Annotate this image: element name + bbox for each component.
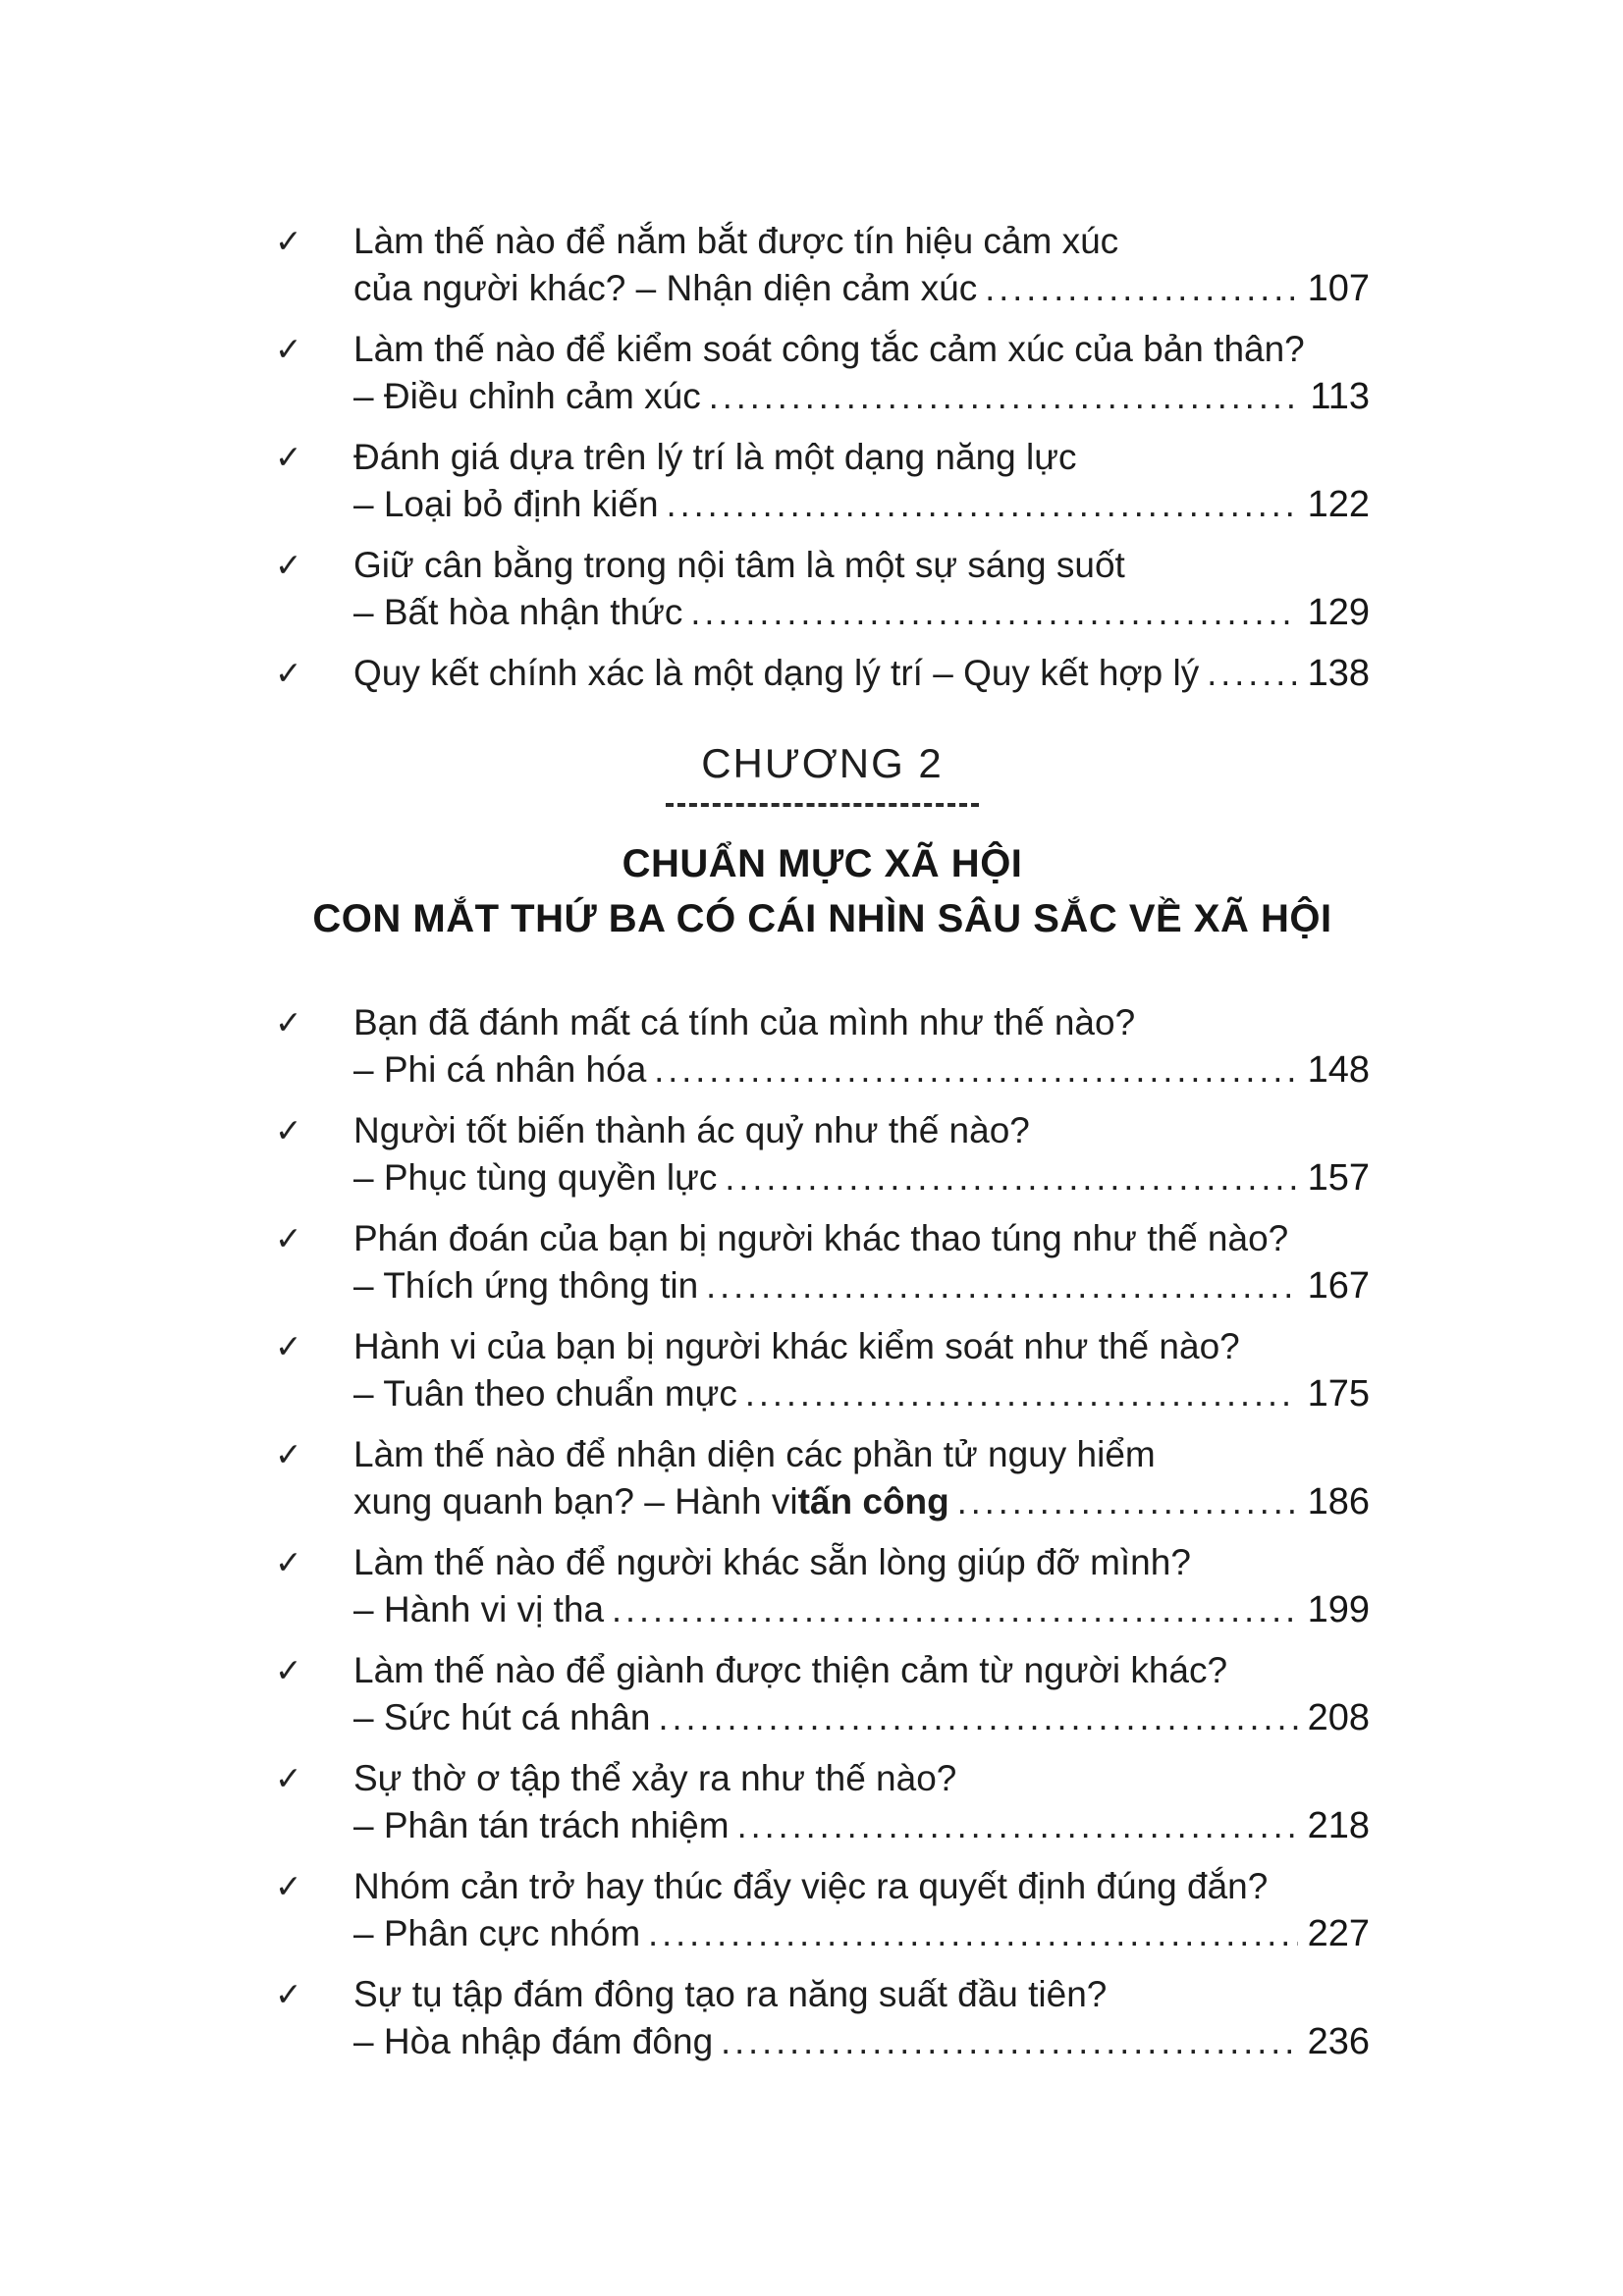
toc-entry[interactable] bbox=[275, 1971, 1370, 2065]
page-number: 148 bbox=[1307, 1049, 1370, 1091]
chapter-label: CHƯƠNG 2 bbox=[666, 740, 979, 807]
check-icon: ✓ bbox=[275, 1436, 302, 1472]
page-number: 236 bbox=[1307, 2021, 1370, 2062]
dot-leader bbox=[648, 1910, 1297, 1957]
chapter-title bbox=[275, 836, 1370, 946]
page-number: 167 bbox=[1307, 1265, 1370, 1307]
check-icon: ✓ bbox=[275, 655, 302, 691]
toc-entry[interactable] bbox=[275, 542, 1370, 636]
entry-subtitle-bold: tấn công bbox=[797, 1481, 949, 1522]
page-number: 129 bbox=[1307, 592, 1370, 633]
dot-leader bbox=[612, 1586, 1298, 1633]
dot-leader bbox=[721, 2018, 1297, 2065]
entry-title: Quy kết chính xác là một dạng lý trí – Quy kết hợp lý bbox=[353, 653, 1200, 693]
entry-title: Làm thế nào để giành được thiện cảm từ người khác? bbox=[353, 1650, 1228, 1690]
entry-title: Người tốt biến thành ác quỷ như thế nào? bbox=[353, 1110, 1030, 1150]
check-icon: ✓ bbox=[275, 1328, 302, 1364]
entry-subtitle: – Điều chỉnh cảm xúc bbox=[353, 376, 701, 416]
page-number: 122 bbox=[1307, 484, 1370, 525]
dot-leader bbox=[985, 265, 1297, 312]
check-icon: ✓ bbox=[275, 1652, 302, 1688]
toc-entry[interactable] bbox=[275, 1539, 1370, 1633]
entry-title: Giữ cân bằng trong nội tâm là một sự sáng suốt bbox=[353, 545, 1125, 585]
entry-title: Nhóm cản trở hay thúc đẩy việc ra quyết định đúng đắn? bbox=[353, 1866, 1269, 1906]
toc-entry[interactable] bbox=[275, 218, 1370, 312]
entry-subtitle: xung quanh bạn? – Hành vi bbox=[353, 1481, 798, 1522]
entry-title: Sự thờ ơ tập thể xảy ra như thế nào? bbox=[353, 1758, 957, 1798]
toc-entry[interactable] bbox=[275, 326, 1370, 420]
dot-leader bbox=[658, 1694, 1297, 1741]
page-number: 186 bbox=[1307, 1481, 1370, 1522]
page-number: 199 bbox=[1307, 1589, 1370, 1630]
check-icon: ✓ bbox=[275, 1220, 302, 1256]
entry-subtitle: – Phân cực nhóm bbox=[353, 1913, 641, 1953]
toc-entry[interactable] bbox=[275, 434, 1370, 528]
entry-subtitle: – Bất hòa nhận thức bbox=[353, 592, 683, 632]
entry-subtitle: – Hành vi vị tha bbox=[353, 1589, 605, 1629]
entry-subtitle: – Phân tán trách nhiệm bbox=[353, 1805, 730, 1845]
entry-title: Làm thế nào để nhận diện các phần tử nguy hiểm bbox=[353, 1434, 1156, 1474]
entry-subtitle: – Thích ứng thông tin bbox=[353, 1265, 699, 1306]
entry-title: Phán đoán của bạn bị người khác thao túng như thế nào? bbox=[353, 1218, 1289, 1258]
chapter-title-line1: CHUẨN MỰC XÃ HỘI bbox=[622, 842, 1023, 885]
dot-leader bbox=[709, 373, 1301, 420]
check-icon: ✓ bbox=[275, 331, 302, 367]
page-number: 113 bbox=[1310, 376, 1370, 417]
entry-subtitle: – Sức hút cá nhân bbox=[353, 1697, 651, 1737]
toc-entry[interactable] bbox=[275, 1215, 1370, 1309]
entry-subtitle: – Hòa nhập đám đông bbox=[353, 2021, 714, 2061]
page-number: 157 bbox=[1307, 1157, 1370, 1199]
check-icon: ✓ bbox=[275, 1544, 302, 1580]
dot-leader bbox=[737, 1802, 1298, 1849]
page-number: 175 bbox=[1307, 1373, 1370, 1415]
toc-entry[interactable] bbox=[275, 1431, 1370, 1525]
entry-title: Bạn đã đánh mất cá tính của mình như thế nào? bbox=[353, 1002, 1136, 1042]
page-number: 138 bbox=[1307, 653, 1370, 694]
page-number: 218 bbox=[1307, 1805, 1370, 1846]
entry-title: Làm thế nào để người khác sẵn lòng giúp đỡ mình? bbox=[353, 1542, 1191, 1582]
toc-entry[interactable] bbox=[275, 1755, 1370, 1849]
check-icon: ✓ bbox=[275, 1112, 302, 1148]
entry-title: Sự tụ tập đám đông tạo ra năng suất đầu tiên? bbox=[353, 1974, 1108, 2014]
entry-subtitle: – Phục tùng quyền lực bbox=[353, 1157, 718, 1198]
entry-title: Làm thế nào để kiểm soát công tắc cảm xúc của bản thân? bbox=[353, 329, 1305, 369]
toc-entry[interactable] bbox=[275, 650, 1370, 697]
dot-leader bbox=[745, 1370, 1298, 1417]
entry-title: Hành vi của bạn bị người khác kiểm soát như thế nào? bbox=[353, 1326, 1240, 1366]
entry-subtitle: – Loại bỏ định kiến bbox=[353, 484, 659, 524]
toc-entry[interactable] bbox=[275, 1647, 1370, 1741]
dot-leader bbox=[654, 1046, 1297, 1094]
page-number: 227 bbox=[1307, 1913, 1370, 1954]
toc-entry[interactable] bbox=[275, 1107, 1370, 1201]
chapter-title-line2: CON MẮT THỨ BA CÓ CÁI NHÌN SÂU SẮC VỀ XÃ HỘI bbox=[312, 897, 1332, 940]
dot-leader bbox=[690, 589, 1297, 636]
toc-entry[interactable] bbox=[275, 1863, 1370, 1957]
check-icon: ✓ bbox=[275, 1760, 302, 1796]
entry-title: Đánh giá dựa trên lý trí là một dạng năng lực bbox=[353, 437, 1077, 477]
dot-leader bbox=[725, 1154, 1297, 1201]
toc-entry[interactable] bbox=[275, 999, 1370, 1094]
check-icon: ✓ bbox=[275, 1976, 302, 2012]
check-icon: ✓ bbox=[275, 439, 302, 475]
dot-leader bbox=[706, 1262, 1297, 1309]
page-number: 208 bbox=[1307, 1697, 1370, 1738]
entry-subtitle: – Tuân theo chuẩn mực bbox=[353, 1373, 737, 1414]
entry-title: Làm thế nào để nắm bắt được tín hiệu cảm xúc bbox=[353, 221, 1119, 261]
check-icon: ✓ bbox=[275, 547, 302, 583]
check-icon: ✓ bbox=[275, 1868, 302, 1904]
chapter-heading bbox=[275, 740, 1370, 946]
entry-subtitle: – Phi cá nhân hóa bbox=[353, 1049, 647, 1090]
entry-subtitle: của người khác? – Nhận diện cảm xúc bbox=[353, 268, 978, 308]
dot-leader bbox=[667, 481, 1298, 528]
dot-leader bbox=[1207, 650, 1297, 697]
dot-leader bbox=[957, 1478, 1298, 1525]
toc-entry[interactable] bbox=[275, 1323, 1370, 1417]
check-icon: ✓ bbox=[275, 1004, 302, 1041]
page-number: 107 bbox=[1307, 268, 1370, 309]
check-icon: ✓ bbox=[275, 223, 302, 259]
